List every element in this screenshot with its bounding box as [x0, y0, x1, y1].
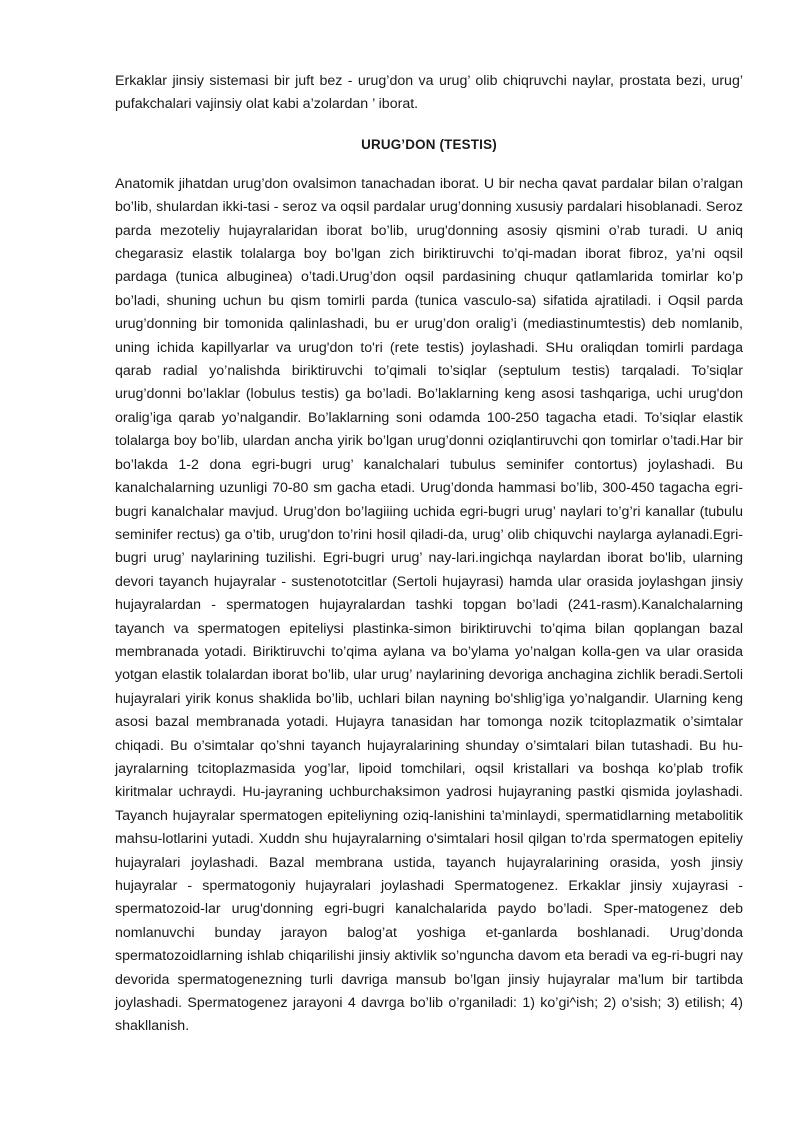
body-paragraph: Anatomik jihatdan urug’don ovalsimon tanachadan iborat. U bir necha qavat pardalar bilan o’ralgan bo’lib, shulardan ikki-tasi - seroz va oqsil pardalar urug’donning xususiy pardalari hisoblanadi. Seroz parda mezoteliy hujayralaridan iborat bo’lib, urug'donning asosiy qismini o’rab turadi. U aniq chegarasiz elastik tolalarga boy bo’lgan zich biriktiruvchi to’qi-madan iborat fibroz, ya’ni oqsil pardaga (tunica albuginea) o’tadi.Urug’don oqsil pardasining chuqur qatlamlarida tomirlar ko’p bo’ladi, shuning uchun bu qism tomirli parda (tunica vasculo-sa) sifatida ajratiladi. i Oqsil parda urug’donning bir tomonida qalinlashadi, bu er urug’don oralig’i (mediastinumtestis) deb nomlanib, uning ichida kapillyarlar va urug'don to'ri (rete testis) joylashadi. SHu oraliqdan tomirli pardaga qarab radial yo’nalishda biriktiruvchi to’qimali to’siqlar (septulum testis) tarqaladi. To’siqlar urug’donni bo’laklar (lobulus testis) ga bo’ladi. Bo’laklarning keng asosi tashqariga, uchi urug'don oralig’iga qarab yo’nalgandir. Bo’laklarning soni odamda 100-250 tagacha etadi. To’siqlar elastik tolalarga boy bo’lib, ulardan ancha yirik bo’lgan urug’donni oziqlantiruvchi qon tomirlar o’tadi.Har bir bo’lakda 1-2 dona egri-bugri urug’ kanalchalari tubulus seminifer contortus) joylashadi. Bu kanalchalarning uzunligi 70-80 sm gacha etadi. Urug’donda hammasi bo’lib, 300-450 tagacha egri-bugri kanalchalar mavjud. Urug’don bo’lagiiing uchida egri-bugri urug’ naylari to’g’ri kanallar (tubulu seminifer rectus) ga o’tib, urug'don to’rini hosil qiladi-da, urug’ olib chiquvchi naylarga aylanadi.Egri-bugri urug’ naylarining tuzilishi. Egri-bugri urug’ nay-lari.ingichqa naylardan iborat bo'lib, ularning devori tayanch hujayralar - sustenototcitlar (Sertoli hujayrasi) hamda ular orasida joylashgan jinsiy hujayralardan - spermatogen hujayralardan tashki topgan bo’ladi (241-rasm).Kanalchalarning tayanch va spermatogen epiteliysi plastinka-simon biriktiruvchi to’qima bilan qoplangan bazal membranada yotadi. Biriktiruvchi to’qima aylana va bo’ylama yo’nalgan kolla-gen va ular orasida yotgan elastik tolalardan iborat bo’lib, ular urug’ naylarining devoriga anchagina zichlik beradi.Sertoli hujayralari yirik konus shaklida bo’lib, uchlari bilan nayning bo'shlig’iga yo’nalgandir. Ularning keng asosi bazal membranada yotadi. Hujayra tanasidan har tomonga nozik tcitoplazmatik o’simtalar chiqadi. Bu o’simtalar qo’shni tayanch hujayralarining shunday o’simtalari bilan tutashadi. Bu hu-jayralarning tcitoplazmasida yog’lar, lipoid tomchilari, oqsil kristallari va boshqa ko’plab trofik kiritmalar uchraydi. Hu-jayraning uchburchaksimon yadrosi hujayraning pastki qismida joylashadi. Tayanch hujayralar spermatogen epiteliyning oziq-lanishini ta’minlaydi, spermatidlarning metabolitik mahsu-lotlarini yutadi. Xuddn shu hujayralarning o'simtalari hosil qilgan to’rda spermatogen epiteliy hujayralari joylashadi. Bazal membrana ustida, tayanch hujayralarining orasida, yosh jinsiy hujayralar - spermatogoniy hujayralari joylashadi Spermatogenez. Erkaklar jinsiy xujayrasi - spermatozoid-lar urug'donning egri-bugri kanalchalarida paydo bo’ladi. Sper-matogenez deb nomlanuvchi bunday jarayon balog’at yoshiga et-ganlarda boshlanadi. Urug’donda spermatozoidlarning ishlab chiqarilishi jinsiy aktivlik so’nguncha davom eta beradi va eg-ri-bugri nay devorida spermatogenezning turli davriga mansub bo’lgan jinsiy hujayralar ma’lum bir tartibda joylashadi. Spermatogenez jarayoni 4 davrga bo’lib o’rganiladi: 1) ko’gi^ish; 2) o’sish; 3) etilish; 4) shakllanish.	[115, 175, 743, 1035]
section-heading: URUG’DON (TESTIS)	[361, 136, 497, 152]
intro-paragraph: Erkaklar jinsiy sistemasi bir juft bez - urug’don va urug’ olib chiqruvchi naylar, prostata bezi, urug’ pufakchalari vajinsiy olat kabi a’zolardan ’ iborat.	[115, 73, 743, 113]
